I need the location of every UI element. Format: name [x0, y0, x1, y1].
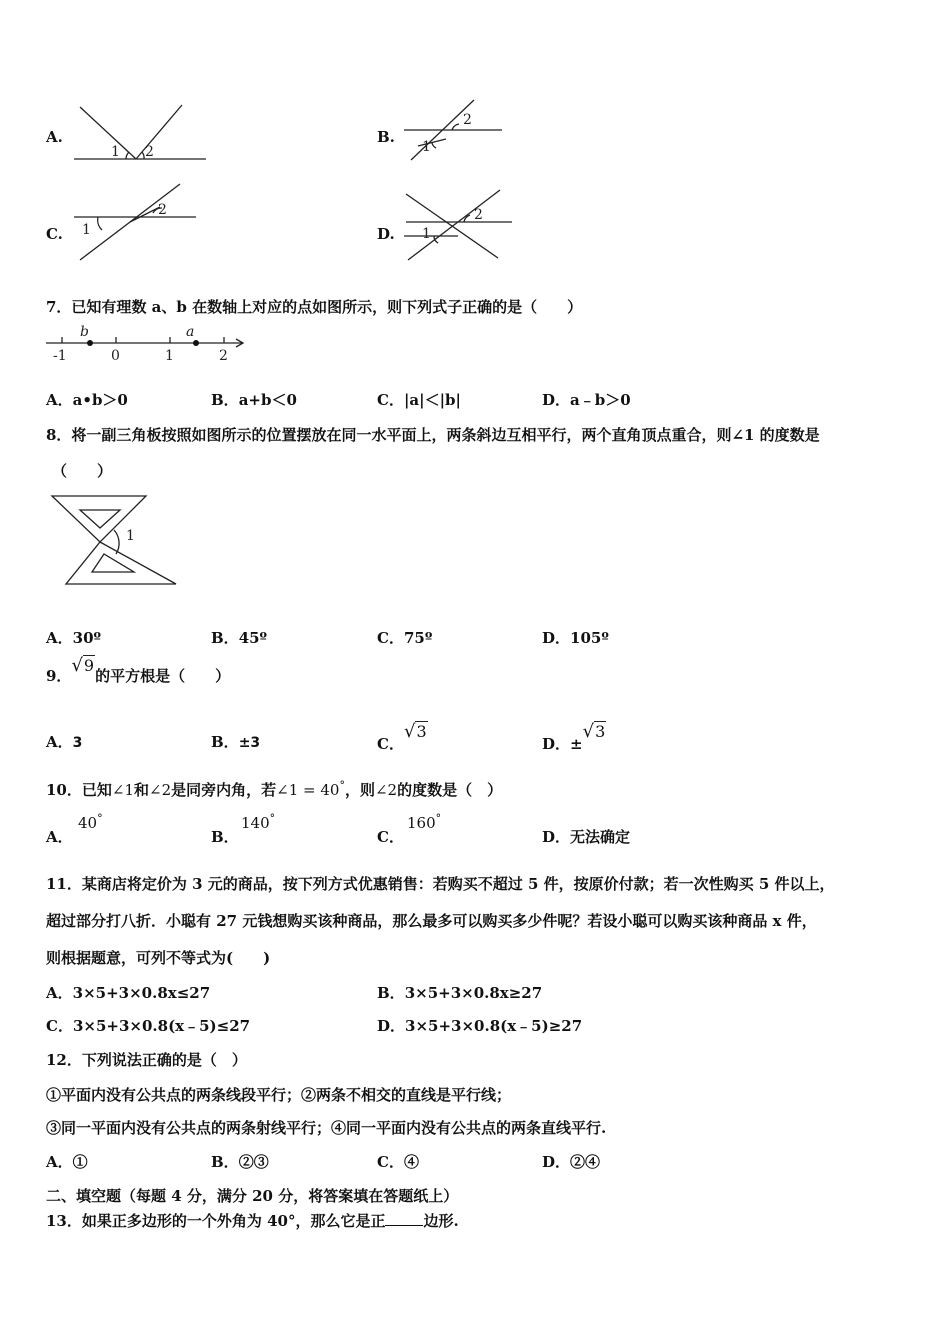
q11-line-3: 则根据题意，可列不等式为( ) [46, 949, 271, 967]
angle-label-1: 1 [422, 139, 431, 155]
q9-option-d: D．±√3 [542, 721, 606, 753]
q6-option-b-letter: B. [377, 128, 395, 146]
q11-line-1: 11．某商店将定价为 3 元的商品，按下列方式优惠销售：若购买不超过 5 件，按原价付款；若一次性购买 5 件以上， [46, 875, 835, 893]
q9-option-c: C．√3 [377, 721, 427, 753]
angle-arc-2 [142, 152, 144, 159]
q8-paren: （ ） [52, 462, 113, 480]
label-b: b [80, 324, 89, 340]
angle-arc-1 [432, 143, 436, 148]
point-b [87, 340, 93, 346]
q12-option-a: A．① [46, 1153, 88, 1171]
q11-option-b: B．3×5+3×0.8x≥27 [377, 984, 543, 1002]
angle-label-1: 1 [82, 222, 91, 238]
q12-stem: 12．下列说法正确的是（ ） [46, 1051, 247, 1069]
q12-option-c: C．④ [377, 1153, 419, 1171]
angle-arc-2 [452, 124, 459, 130]
angle-label-1: 1 [111, 144, 120, 160]
q10-option-d: D．无法确定 [542, 828, 631, 846]
q8-option-c: C．75º [377, 629, 433, 647]
q12-option-d: D．②④ [542, 1153, 601, 1171]
q10-option-c-value: 160° [407, 812, 442, 832]
q12-statements-1: ①平面内没有公共点的两条线段平行；②两条不相交的直线是平行线； [46, 1086, 512, 1104]
ray-left [80, 107, 136, 159]
q10-option-a: A． [46, 828, 73, 846]
answer-blank[interactable] [385, 1213, 423, 1226]
q11-option-c: C．3×5+3×0.8(x﹣5)≤27 [46, 1017, 251, 1035]
tick-label: -1 [53, 348, 67, 364]
q6-option-a-letter: A. [46, 128, 63, 146]
upper-triangle-inner [80, 510, 120, 528]
angle-arc-1 [126, 152, 129, 159]
q10-option-a-value: 40° [78, 812, 103, 832]
q7-option-a: A．a•b＞0 [46, 391, 128, 409]
q9-stem: 9．√9的平方根是（ ） [46, 655, 231, 685]
q6-option-b-figure [400, 96, 510, 164]
q8-option-b: B．45º [211, 629, 268, 647]
q7-stem: 7．已知有理数 a、b 在数轴上对应的点如图所示，则下列式子正确的是（ ） [46, 298, 583, 316]
angle-label-2: 2 [158, 202, 167, 218]
q12-statements-2: ③同一平面内没有公共点的两条射线平行；④同一平面内没有公共点的两条直线平行. [46, 1119, 607, 1137]
ray-right [136, 105, 182, 159]
angle-label-2: 2 [474, 207, 483, 223]
q6-option-c-letter: C. [46, 225, 63, 243]
q6-option-a-figure [70, 100, 210, 165]
lower-triangle [66, 542, 176, 584]
q11-option-d: D．3×5+3×0.8(x﹣5)≥27 [377, 1017, 583, 1035]
q10-option-b-value: 140° [241, 812, 276, 832]
q7-number-line [44, 320, 254, 366]
q6-option-d-letter: D. [377, 225, 395, 243]
q11-option-a: A．3×5+3×0.8x≤27 [46, 984, 211, 1002]
q10-option-c: C． [377, 828, 404, 846]
q8-option-a: A．30º [46, 629, 102, 647]
angle-label-1: 1 [126, 528, 135, 544]
q9-option-a: A．3 [46, 733, 83, 751]
point-a [193, 340, 199, 346]
q8-triangle-figure [44, 488, 194, 593]
angle-label-2: 2 [145, 144, 154, 160]
angle-arc-1 [98, 217, 102, 230]
q12-option-b: B．②③ [211, 1153, 269, 1171]
q7-option-c: C．|a|＜|b| [377, 391, 461, 409]
tick-label: 2 [219, 348, 228, 364]
q8-option-d: D．105º [542, 629, 609, 647]
q10-option-b: B． [211, 828, 239, 846]
q9-option-b: B．±3 [211, 733, 261, 751]
q6-option-c-figure [70, 180, 200, 265]
sqrt-9: √9 [71, 655, 95, 676]
label-a: a [186, 324, 195, 340]
angle-label-1: 1 [422, 226, 431, 242]
tick-label: 1 [165, 348, 174, 364]
angle-label-2: 2 [463, 112, 472, 128]
section-2-heading: 二、填空题（每题 4 分，满分 20 分，将答案填在答题纸上） [46, 1187, 459, 1205]
q11-line-2: 超过部分打八折．小聪有 27 元钱想购买该种商品，那么最多可以购买多少件呢？若设小聪可以购买该种商品 x 件， [46, 912, 817, 930]
q7-option-d: D．a﹣b＞0 [542, 391, 631, 409]
q10-stem: 10．已知∠1和∠2是同旁内角，若∠1 = 40°，则∠2的度数是（ ） [46, 779, 503, 799]
tick-label: 0 [111, 348, 120, 364]
q13-stem: 13．如果正多边形的一个外角为 40°，那么它是正 边形. [46, 1212, 459, 1230]
q7-option-b: B．a+b＜0 [211, 391, 297, 409]
q6-option-d-figure [400, 186, 515, 266]
q8-stem: 8．将一副三角板按照如图所示的位置摆放在同一水平面上，两条斜边互相平行，两个直角顶点重合，则∠1 的度数是 [46, 426, 820, 444]
